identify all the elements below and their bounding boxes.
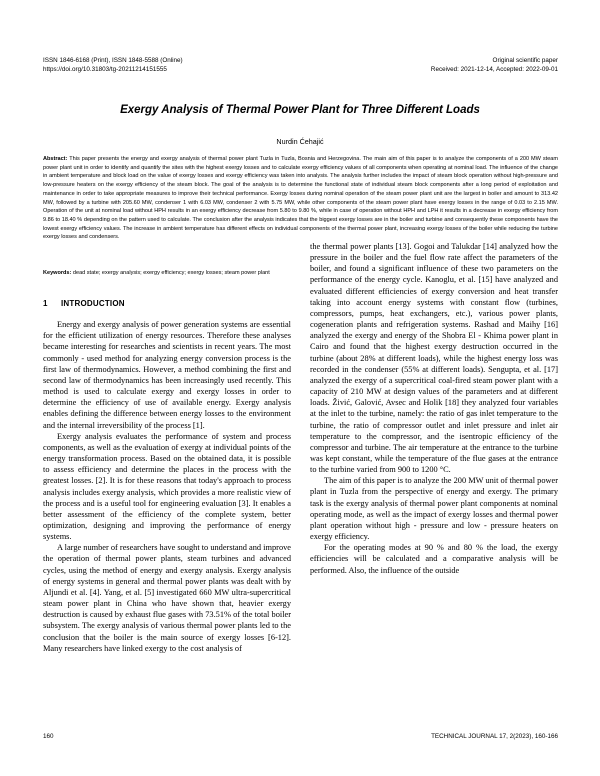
received-accepted-dates: Received: 2021-12-14, Accepted: 2022-09-01 <box>430 66 558 73</box>
paper-title: Exergy Analysis of Thermal Power Plant for Three Different Loads <box>120 104 480 116</box>
abstract <box>43 155 558 242</box>
body-paragraph: A large number of researchers have sought to understand and improve the operation of thermal power plants, steam turbines and advanced cycles, using the method of energy and exergy analysis. Exergy analysis of energy systems in general and thermal power plants was dealt with by Aljundi et al. [4]. Yang, et al. [5] investigated 660 MW ultra-supercritical steam power plant in China who have shown that, heavier exergy destruction is caused by exhaust flue gases with 73.51% of the total boiler subsystem. The exergy analysis of various thermal power plants led to the conclusion that the boiler is the main source of exergy losses [6-12]. Many researchers have linked exergy to the cost analysis of <box>43 543 291 653</box>
doi-link[interactable]: https://doi.org/10.31803/tg-20211214151555 <box>43 66 167 73</box>
keywords-text: dead state; exergy analysis; exergy efficiency; exergy losses; steam power plant <box>71 270 270 276</box>
left-column <box>43 298 291 654</box>
keywords-label: Keywords: <box>43 270 72 276</box>
body-paragraph: For the operating modes at 90 % and 80 % the load, the exergy efficiencies will be calculated and a comparative analysis will be performed. Also, the influence of the outside <box>310 543 558 575</box>
body-paragraph: Exergy analysis evaluates the performance of system and process components, as well as the evaluation of exergy at individual points of the energy transformation process. Based on the obtained data, it is possible to assess efficiency and determine the places in the process with the greatest losses. [2]. It is for these reasons that today's approach to process analysis includes exergy analysis, which provides a more realistic view of the process and is a useful tool for engineering evaluation [3]. It enables a better assessment of the efficiency of the complete system, better optimization, designing and improving the performance of energy systems. <box>43 431 291 542</box>
right-column <box>310 241 558 576</box>
author-name: Nurdin Ćehajić <box>276 137 324 146</box>
body-paragraph: The aim of this paper is to analyze the 200 MW unit of thermal power plant in Tuzla from the perspective of energy and exergy. The primary task is the exergy analysis of thermal power plant components at nominal operating mode, as well as the impact of exergy losses and thermal power plant operation without high - pressure and low - pressure heaters on exergy efficiency. <box>310 476 558 542</box>
abstract-text: This paper presents the energy and exergy analysis of thermal power plant Tuzla in Tuzla, Bosnia and Herzegovina. The main aim of this paper is to analyze the components of a 200 MW steam power plant unit in order to identify and quantify the sites with the highest exergy losses and to calculate exergy efficiency values of all components when operating at nominal load. The influence of the change in ambient temperature and block load on the value of exergy losses and exergy efficiency was taken into analysis. The analysis further includes the impact of steam block operation without high-pressure and low-pressure heaters on the exergy efficiency of the steam block. The goal of the analysis is to determine the functional state of individual steam block components after a long period of exploitation and maintenance in order to take appropriate measures to improve their technical performance. Exergy losses during nominal operation of the steam power plant unit are the largest in boiler and amount to 313.42 MW, followed by a turbine with 205.60 MW, condenser 1 with 6.03 MW, condenser 2 with 5.75 MW, while other components of the steam power plant have exergy losses in the range of 0.03 to 2.15 MW. Operation of the unit at nominal load without HPH results in an exergy efficiency decrease from 5.80 to 9.80 %, while in case of operation without HPH and LPH it results in a decrease in exergy efficiency from 9.86 to 18.40 % depending on the pattern used to calculate. The conclusion after the analysis indicates that the biggest exergy losses are in the boiler and turbine and consequently these components have the lowest exergy efficiency values. The increase in ambient temperature has different effects on individual components of the thermal power plant, increasing exergy losses of the boiler while reducing the turbine exergy losses and condensers. <box>43 156 558 241</box>
body-paragraph: the thermal power plants [13]. Gogoi and Talukdar [14] analyzed how the pressure in the boiler and the fuel flow rate affect the parameters of the boiler, and found a significant influence of these two parameters on the performance of the energy cycle. Kanoglu, et al. [15] have analyzed and evaluated different efficiencies of exergy conversion and heat transfer taking into account energy systems with constant flow (turbines, compressors, pumps, heat exchangers, etc.), various power plants, cogeneration plants and refrigeration systems. Rashad and Maihy [16] analyzed the exergy and energy of the Shobra El - Khima power plant in Cairo and found that the highest exergy destruction occurred in the turbine (about 28% at different loads), while the highest energy loss was recorded in the condenser (55% at different loads). Sengupta, et al. [17] analyzed the exergy of a supercritical coal-fired steam power plant with a capacity of 210 MW at design values of the parameters and at different loads. Živić, Galović, Avsec and Holik [18] they analyzed four variables at the inlet to the turbine, namely: the ratio of gas inlet temperature to the turbine, the ratio of compressor outlet and inlet pressure and inlet air temperature to the compressor, and the isentropic efficiency of the compressor and turbine. The air temperature at the entrance to the turbine was kept constant, while the temperature of the flue gases at the entrance to the turbine varied from 900 to 1200 °C. <box>310 242 558 475</box>
header-left <box>43 56 183 74</box>
header-right <box>431 56 558 74</box>
section-number: 1 <box>43 299 48 308</box>
abstract-label: Abstract: <box>43 156 68 162</box>
section-title: INTRODUCTION <box>61 299 125 308</box>
page-number: 160 <box>43 733 54 740</box>
section-heading <box>43 298 291 309</box>
journal-citation: TECHNICAL JOURNAL 17, 2(2023), 160-166 <box>431 733 558 740</box>
issn-line: ISSN 1846-6168 (Print), ISSN 1848-5588 (Online) <box>43 57 183 64</box>
body-paragraph: Energy and exergy analysis of power generation systems are essential for the efficient utilization of energy resources. Therefore these analyses became interesting for researches and scientists in recent years. The most commonly - used method for analyzing energy conversion process is the first law of thermodynamics. However, a method combining the first and second law of thermodynamics has been increasingly used recently. This method is used to calculate exergy and exergy losses in order to determine the efficiency of use of available energy. Exergy analysis enables defining the difference between energy losses to the environment and the internal irreversibility of the process [1]. <box>43 320 291 430</box>
article-type: Original scientific paper <box>492 57 558 64</box>
